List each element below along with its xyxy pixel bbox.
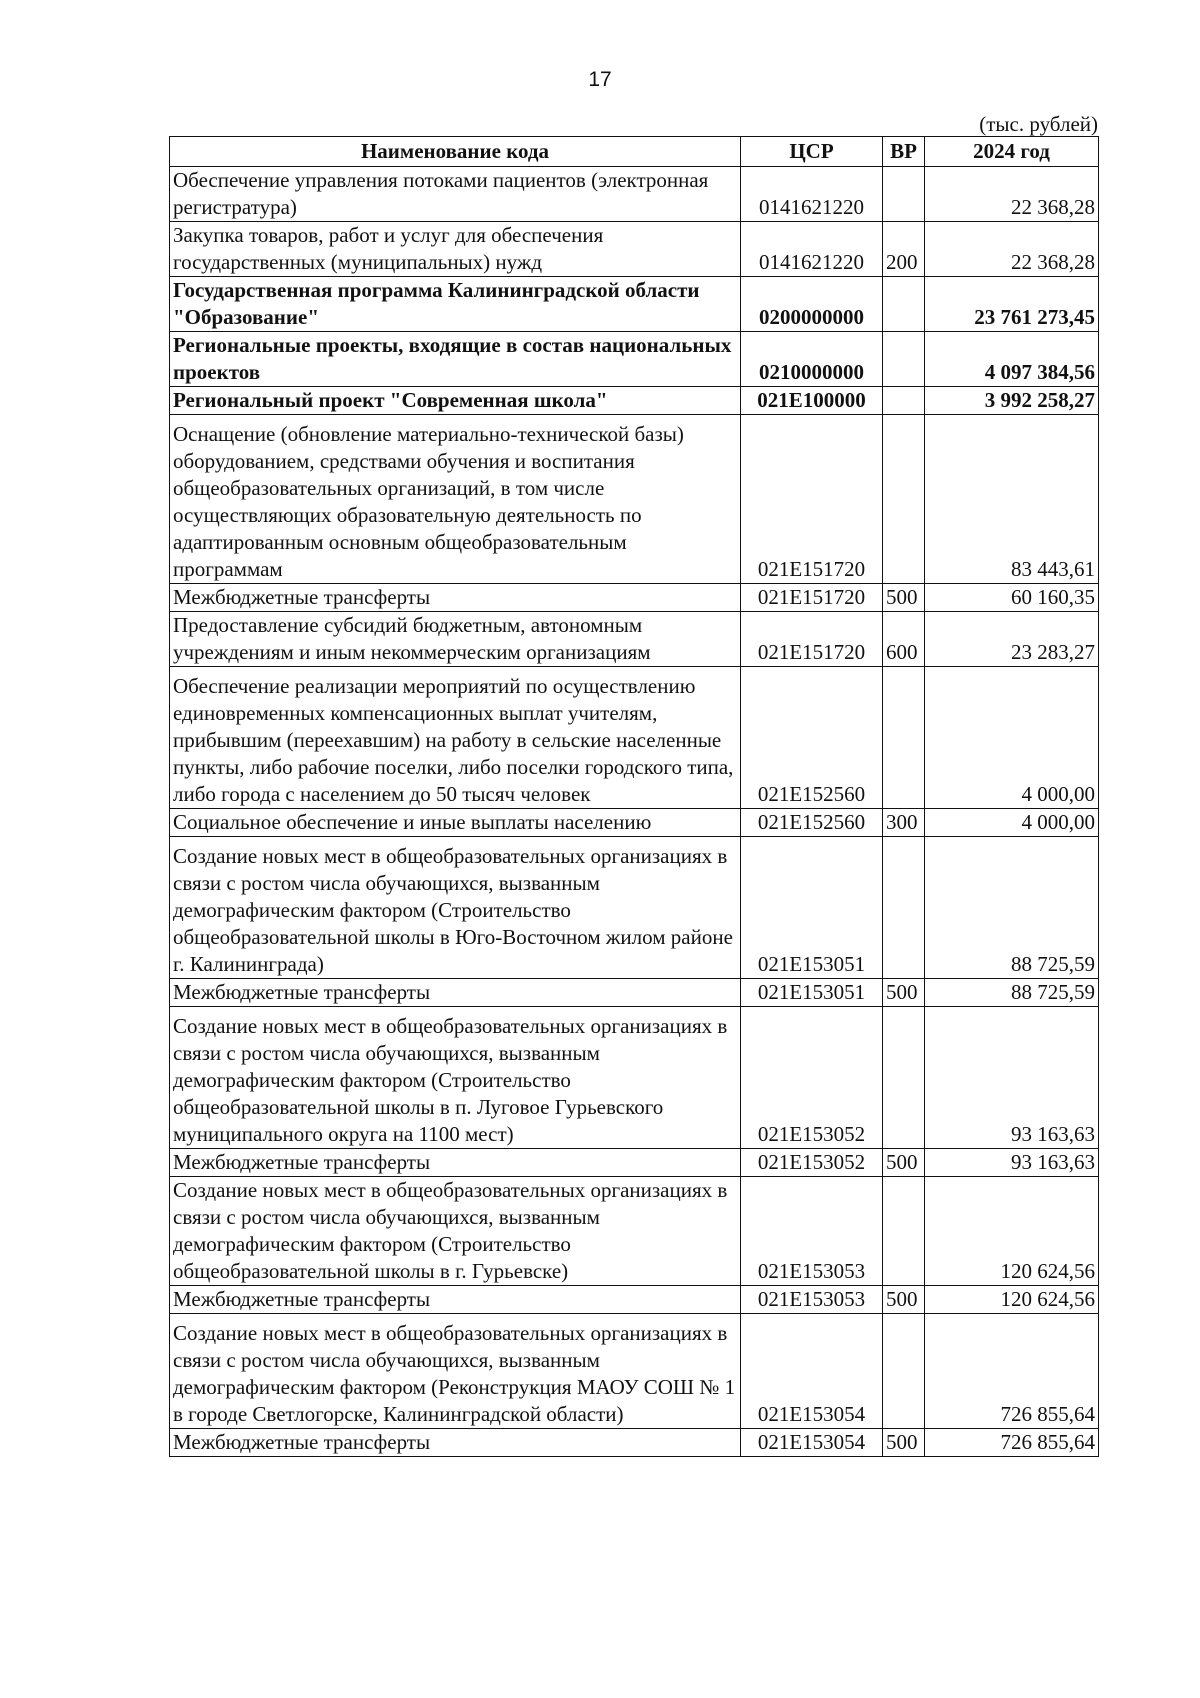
cell-amount: 726 855,64 [925, 1314, 1099, 1429]
cell-amount: 120 624,56 [925, 1286, 1099, 1314]
cell-vr: 200 [883, 222, 925, 277]
table-row [170, 809, 1099, 837]
cell-amount: 83 443,61 [925, 415, 1099, 584]
header-vr: ВР [883, 137, 925, 167]
budget-table [169, 136, 1099, 1457]
cell-csr: 0141621220 [741, 167, 883, 222]
cell-name: Создание новых мест в общеобразовательных организациях в связи с ростом числа обучающихся, вызванным демографическим фактором (Реконструкция МАОУ СОШ № 1 в городе Светлогорске, Калининградской области) [170, 1314, 741, 1429]
cell-csr: 021Е151720 [741, 612, 883, 667]
cell-name: Предоставление субсидий бюджетным, автономным учреждениям и иным некоммерческим организациям [170, 612, 741, 667]
units-label: (тыс. рублей) [979, 112, 1098, 136]
cell-name: Государственная программа Калининградской области "Образование" [170, 277, 741, 332]
cell-vr [883, 387, 925, 415]
cell-vr [883, 167, 925, 222]
table-row [170, 332, 1099, 387]
table-row [170, 1007, 1099, 1149]
cell-name: Обеспечение управления потоками пациентов (электронная регистратура) [170, 167, 741, 222]
cell-csr: 021Е153054 [741, 1429, 883, 1457]
cell-vr: 500 [883, 584, 925, 612]
cell-amount: 93 163,63 [925, 1149, 1099, 1177]
table-row [170, 1177, 1099, 1286]
cell-vr [883, 277, 925, 332]
cell-csr: 0141621220 [741, 222, 883, 277]
cell-csr: 021Е152560 [741, 809, 883, 837]
cell-name: Социальное обеспечение и иные выплаты населению [170, 809, 741, 837]
table-row [170, 167, 1099, 222]
cell-name: Создание новых мест в общеобразовательных организациях в связи с ростом числа обучающихся, вызванным демографическим фактором (Строительство общеобразовательной школы в п. Луговое Гурьевского муниципального округа на 1100 мест) [170, 1007, 741, 1149]
cell-csr: 0200000000 [741, 277, 883, 332]
table-row [170, 1286, 1099, 1314]
cell-name: Создание новых мест в общеобразовательных организациях в связи с ростом числа обучающихся, вызванным демографическим фактором (Строительство общеобразовательной школы в Юго-Восточном жилом районе г. Калининграда) [170, 837, 741, 979]
cell-amount: 93 163,63 [925, 1007, 1099, 1149]
cell-vr [883, 1177, 925, 1286]
cell-amount: 120 624,56 [925, 1177, 1099, 1286]
table-row [170, 1149, 1099, 1177]
cell-vr [883, 837, 925, 979]
cell-name: Обеспечение реализации мероприятий по осуществлению единовременных компенсационных выплат учителям, прибывшим (переехавшим) на работу в сельские населенные пункты, либо рабочие поселки, либо поселки городского типа, либо города с населением до 50 тысяч человек [170, 667, 741, 809]
cell-vr: 500 [883, 979, 925, 1007]
cell-name: Межбюджетные трансферты [170, 1429, 741, 1457]
cell-vr [883, 332, 925, 387]
cell-vr: 300 [883, 809, 925, 837]
cell-name: Создание новых мест в общеобразовательных организациях в связи с ростом числа обучающихся, вызванным демографическим фактором (Строительство общеобразовательной школы в г. Гурьевске) [170, 1177, 741, 1286]
cell-csr: 021Е153054 [741, 1314, 883, 1429]
cell-vr: 500 [883, 1286, 925, 1314]
cell-name: Межбюджетные трансферты [170, 1286, 741, 1314]
cell-vr: 600 [883, 612, 925, 667]
table-row [170, 415, 1099, 584]
table-row [170, 277, 1099, 332]
cell-csr: 021Е153052 [741, 1149, 883, 1177]
cell-csr: 021Е151720 [741, 415, 883, 584]
table-row [170, 837, 1099, 979]
header-year: 2024 год [925, 137, 1099, 167]
cell-name: Региональный проект "Современная школа" [170, 387, 741, 415]
cell-amount: 23 283,27 [925, 612, 1099, 667]
cell-csr: 021Е153051 [741, 837, 883, 979]
cell-vr [883, 1314, 925, 1429]
cell-csr: 021Е153051 [741, 979, 883, 1007]
table-row [170, 222, 1099, 277]
cell-vr: 500 [883, 1149, 925, 1177]
cell-amount: 88 725,59 [925, 979, 1099, 1007]
table-row [170, 979, 1099, 1007]
cell-name: Межбюджетные трансферты [170, 1149, 741, 1177]
cell-vr: 500 [883, 1429, 925, 1457]
cell-name: Оснащение (обновление материально-технической базы) оборудованием, средствами обучения и воспитания общеобразовательных организаций, в том числе осуществляющих образовательную деятельность по адаптированным основным общеобразовательным программам [170, 415, 741, 584]
page-number: 17 [588, 68, 612, 91]
cell-amount: 60 160,35 [925, 584, 1099, 612]
cell-amount: 4 000,00 [925, 809, 1099, 837]
cell-name: Межбюджетные трансферты [170, 979, 741, 1007]
cell-csr: 021Е153053 [741, 1286, 883, 1314]
table-row [170, 1429, 1099, 1457]
cell-amount: 726 855,64 [925, 1429, 1099, 1457]
cell-amount: 4 097 384,56 [925, 332, 1099, 387]
table-header-row [170, 137, 1099, 167]
header-name: Наименование кода [170, 137, 741, 167]
header-csr: ЦСР [741, 137, 883, 167]
table-row [170, 584, 1099, 612]
cell-csr: 021Е152560 [741, 667, 883, 809]
table-row [170, 387, 1099, 415]
cell-csr: 021Е151720 [741, 584, 883, 612]
cell-amount: 88 725,59 [925, 837, 1099, 979]
cell-vr [883, 667, 925, 809]
table-row [170, 1314, 1099, 1429]
cell-csr: 0210000000 [741, 332, 883, 387]
cell-amount: 3 992 258,27 [925, 387, 1099, 415]
cell-vr [883, 415, 925, 584]
cell-csr: 021Е153052 [741, 1007, 883, 1149]
cell-amount: 4 000,00 [925, 667, 1099, 809]
cell-amount: 22 368,28 [925, 222, 1099, 277]
cell-name: Закупка товаров, работ и услуг для обеспечения государственных (муниципальных) нужд [170, 222, 741, 277]
table-row [170, 612, 1099, 667]
cell-name: Региональные проекты, входящие в состав национальных проектов [170, 332, 741, 387]
table-body [170, 167, 1099, 1457]
table-row [170, 667, 1099, 809]
cell-amount: 22 368,28 [925, 167, 1099, 222]
cell-vr [883, 1007, 925, 1149]
cell-csr: 021Е153053 [741, 1177, 883, 1286]
cell-amount: 23 761 273,45 [925, 277, 1099, 332]
cell-name: Межбюджетные трансферты [170, 584, 741, 612]
cell-csr: 021Е100000 [741, 387, 883, 415]
